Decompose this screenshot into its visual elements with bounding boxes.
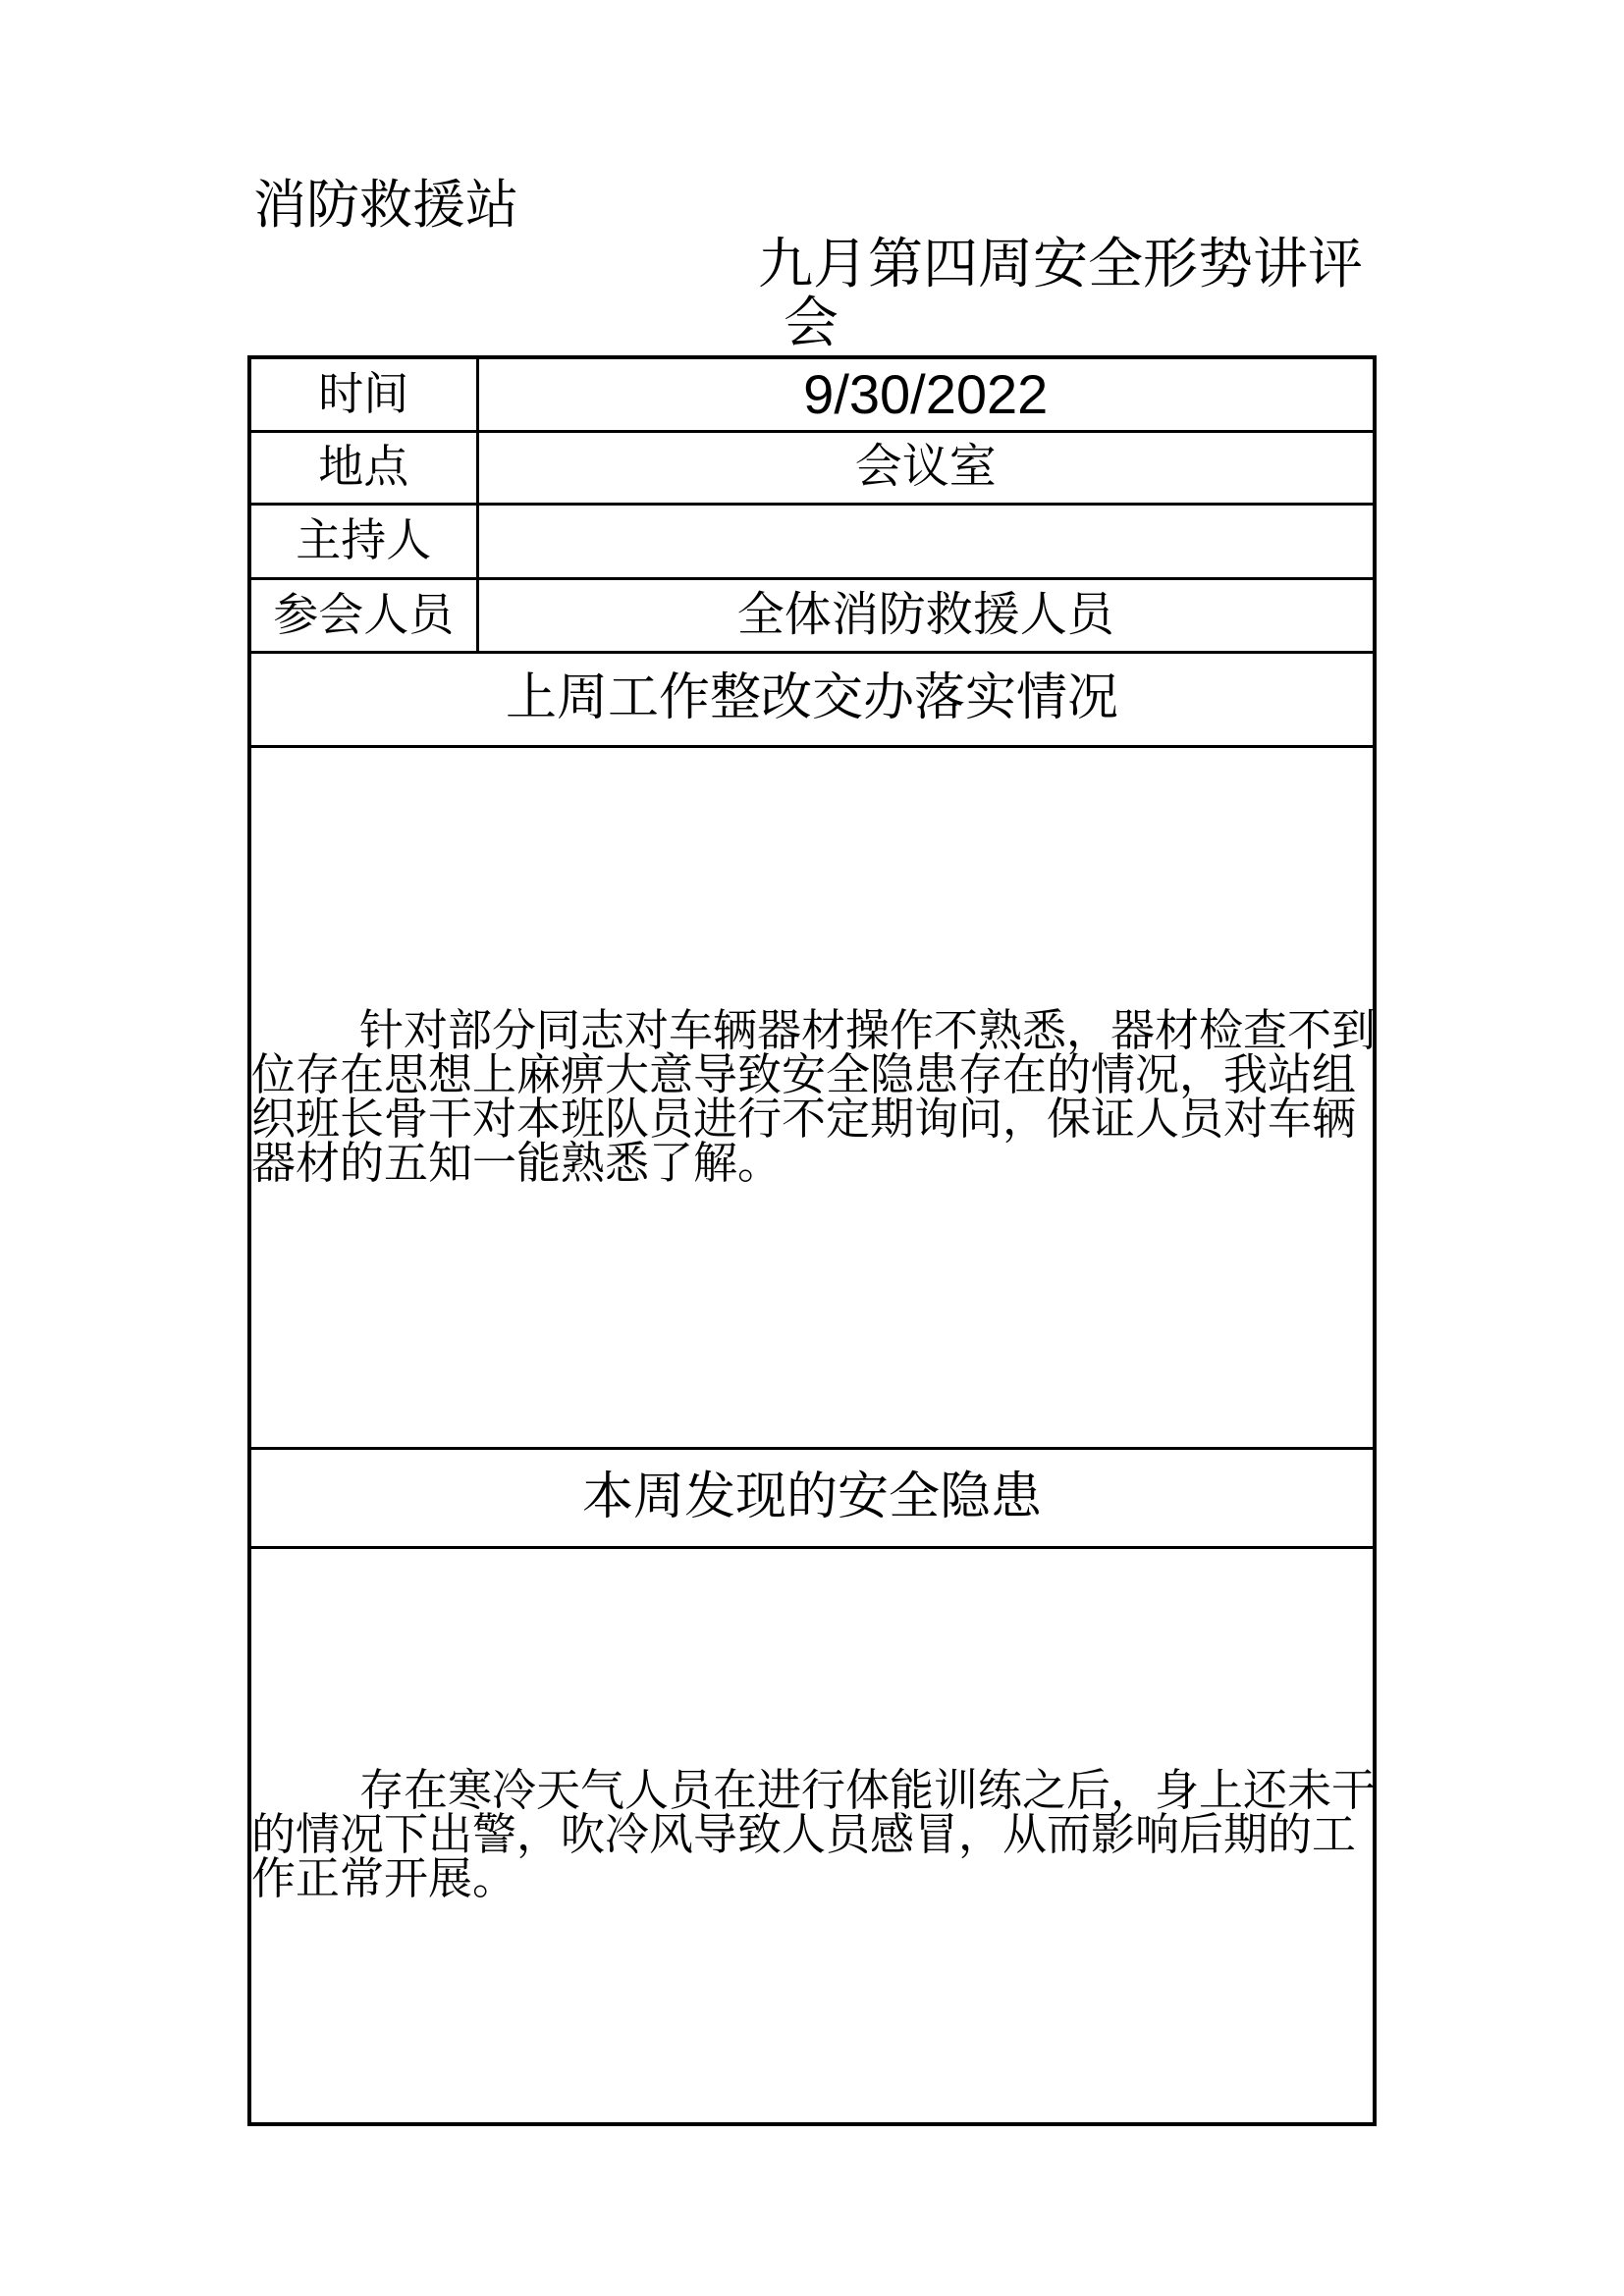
meeting-title [758, 236, 1386, 353]
station-heading: 消防救援站 [253, 176, 518, 235]
info-label-time: 时间 [249, 357, 477, 431]
paragraph-line: 的情况下出警，吹冷风导致人员感冒，从而影响后期的工 [251, 1810, 1357, 1860]
paragraph-line: 作正常开展。 [251, 1854, 517, 1904]
info-value-host [477, 504, 1375, 578]
info-row-host [249, 504, 1375, 578]
info-value-location: 会议室 [477, 431, 1375, 504]
paragraph-line: 针对部分同志对车辆器材操作不熟悉，器材检查不到 [359, 1005, 1377, 1055]
paragraph-line: 存在寒冷天气人员在进行体能训练之后，身上还未干 [359, 1766, 1377, 1816]
meeting-title-line-2: 会 [784, 294, 839, 354]
section-header-last-week: 上周工作整改交办落实情况 [249, 652, 1375, 746]
meeting-info-table [247, 355, 1377, 2126]
info-row-time [249, 357, 1375, 431]
section-paragraph-this-week [249, 1547, 1375, 2124]
paragraph-line: 位存在思想上麻痹大意导致安全隐患存在的情况，我站组 [251, 1049, 1357, 1099]
paragraph-line: 器材的五知一能熟悉了解。 [251, 1138, 783, 1188]
info-label-participants: 参会人员 [249, 578, 477, 652]
section-header-this-week: 本周发现的安全隐患 [249, 1448, 1375, 1547]
paragraph-line: 织班长骨干对本班队员进行不定期询问，保证人员对车辆 [251, 1094, 1357, 1144]
info-value-participants: 全体消防救援人员 [477, 578, 1375, 652]
info-row-participants [249, 578, 1375, 652]
info-value-time: 9/30/2022 [477, 357, 1375, 431]
section-header-row-this-week [249, 1448, 1375, 1547]
section-body-row-last-week [249, 746, 1375, 1448]
section-body-row-this-week [249, 1547, 1375, 2124]
meeting-title-line-1: 九月第四周安全形势讲评 [758, 235, 1363, 295]
section-header-row-last-week [249, 652, 1375, 746]
info-row-location [249, 431, 1375, 504]
section-paragraph-last-week [249, 746, 1375, 1448]
info-label-location: 地点 [249, 431, 477, 504]
info-label-host: 主持人 [249, 504, 477, 578]
